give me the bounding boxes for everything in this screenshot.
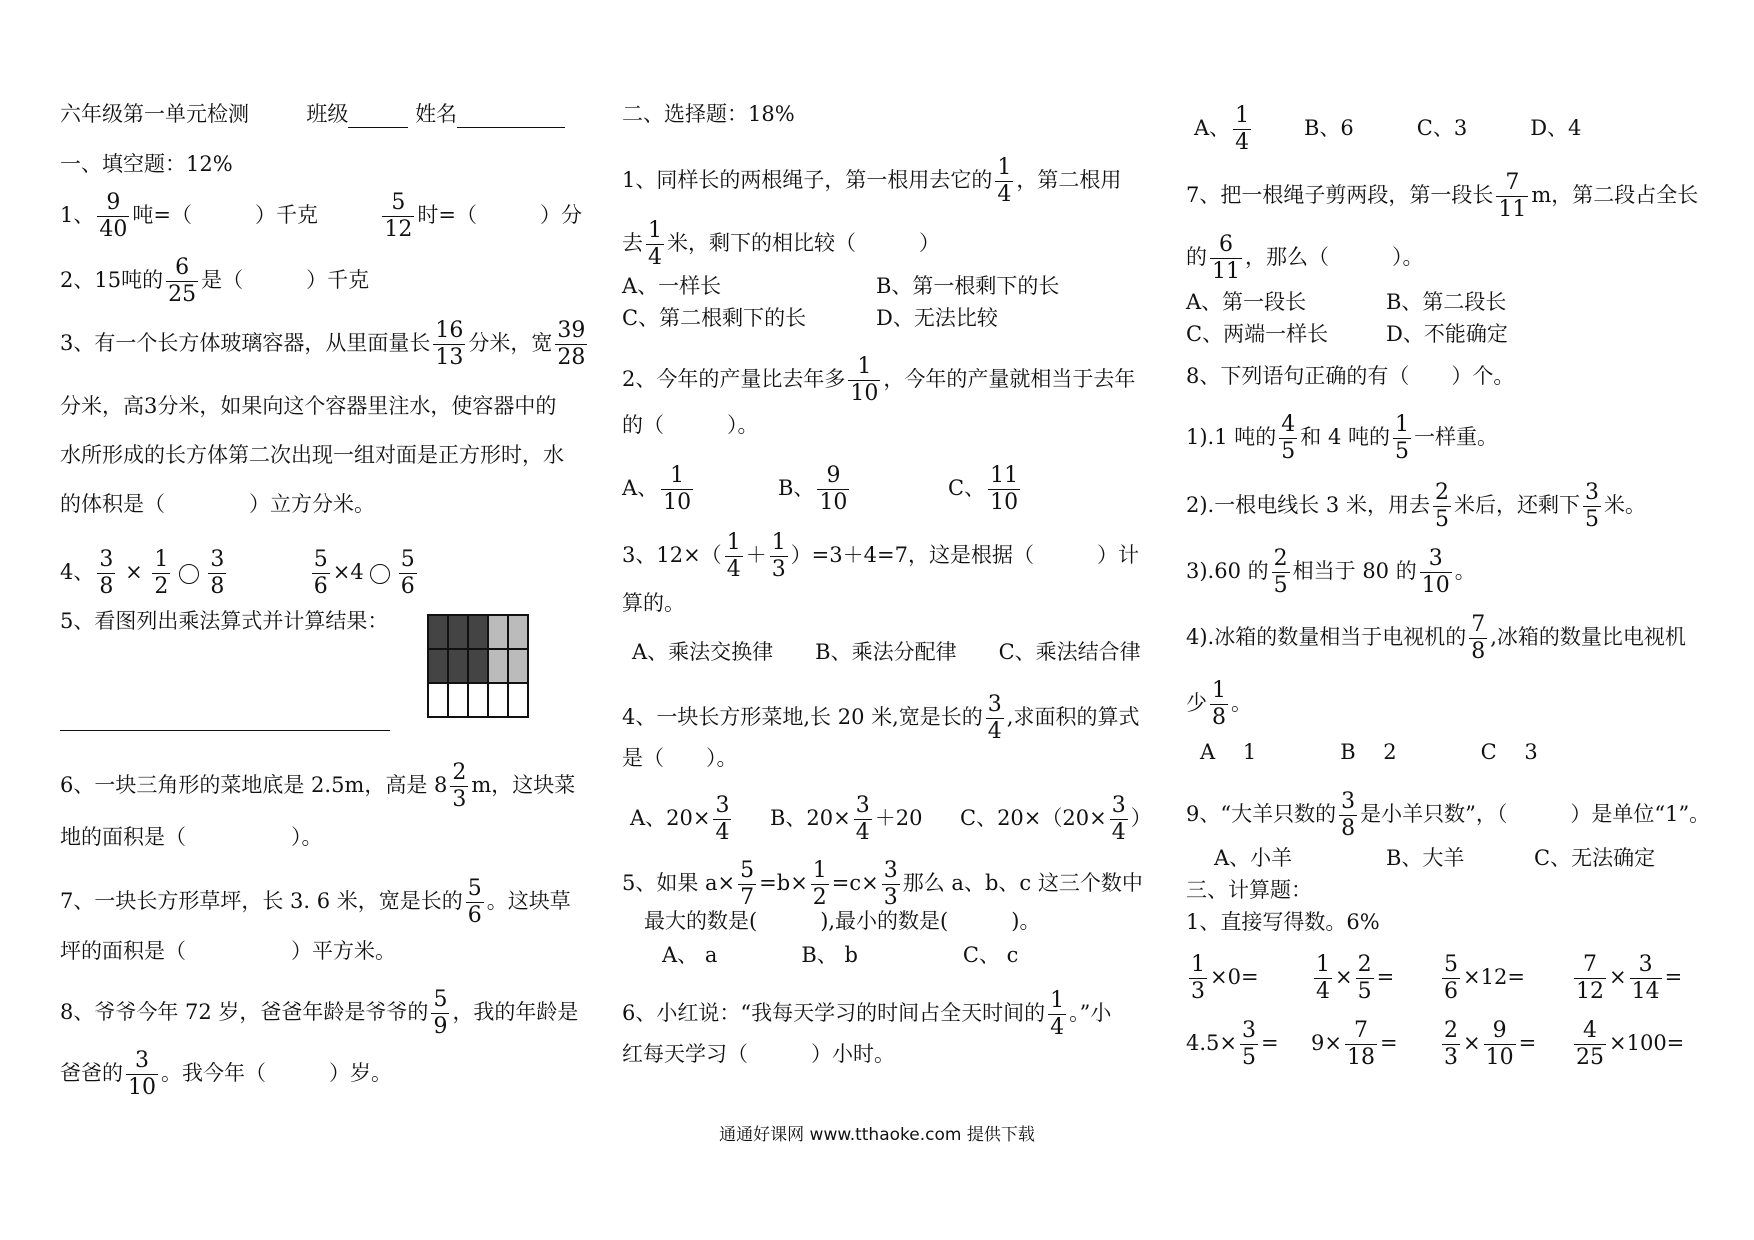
section-title-calc: 三、计算题：	[1186, 878, 1312, 902]
compare-circle[interactable]	[370, 564, 390, 584]
question-8: 8、爷爷今年 72 岁，爸爸年龄是爷爷的 $\frac{5}{9}$ ，我的年龄是	[60, 987, 579, 1039]
fraction: $\frac{7}{8}$	[1471, 612, 1486, 664]
option-a[interactable]: A、20× $\frac{3}{4}$	[630, 793, 730, 845]
choice-1-options-row-1	[622, 272, 1059, 300]
fraction-grid-figure	[427, 614, 529, 718]
option-a[interactable]: A、 $\frac{1}{10}$	[622, 463, 692, 515]
calc-instruction: 1、直接写得数。6%	[1186, 910, 1380, 934]
choice-9-options	[1214, 844, 1655, 872]
fraction: $\frac{1}{4}$	[648, 218, 662, 270]
fraction: $\frac{3}{14}$	[1631, 952, 1660, 1004]
choice-question-8: 8、下列语句正确的有（ ）个。	[1186, 364, 1515, 388]
fraction: $\frac{1}{3}$	[771, 530, 786, 582]
choice-question-7: 7、把一根绳子剪两段，第一段长 $\frac{7}{11}$ m，第二段占全长	[1186, 170, 1699, 222]
fraction: $\frac{1}{4}$	[997, 155, 1012, 207]
choice-question-4-line-2: 是（ ）。	[622, 746, 738, 770]
statement-4-line-2: 少 $\frac{1}{8}$ 。	[1186, 678, 1252, 730]
compare-circle[interactable]	[179, 564, 199, 584]
fraction: $\frac{1}{10}$	[663, 463, 692, 515]
choice-2-options	[622, 465, 1023, 514]
choice-8-options[interactable]: A 1 B 2 C 3	[1200, 740, 1538, 764]
calc-item: $\frac{1}{3}$ ×0=	[1191, 952, 1259, 1004]
section-title-choice: 二、选择题：18%	[622, 102, 795, 126]
calc-item: 9× $\frac{7}{18}$ =	[1311, 1018, 1398, 1070]
question-6-line-2: 地的面积是（ ）。	[60, 825, 323, 849]
fraction: $\frac{9}{10}$	[819, 463, 848, 515]
column-right	[1186, 0, 1726, 1240]
fraction: $\frac{3}{8}$	[99, 547, 114, 599]
option-b[interactable]: B、第二段长	[1386, 290, 1507, 314]
answer-line[interactable]	[60, 730, 390, 731]
choice-question-5: 5、如果 a× $\frac{5}{7}$ =b× $\frac{1}{2}$ =c× $\frac{3}{3}$ 那么 a、b、c 这三个数中	[622, 858, 1143, 910]
fraction: $\frac{3}{4}$	[855, 793, 870, 845]
option-a[interactable]: A、第一段长	[1186, 290, 1307, 314]
choice-5-options[interactable]: A、 a B、 b C、 c	[662, 943, 1019, 967]
fraction: $\frac{39}{28}$	[557, 318, 586, 370]
fraction: $\frac{11}{10}$	[990, 463, 1019, 515]
calc-row-1	[1186, 954, 1682, 1003]
option-b[interactable]: B、20× $\frac{3}{4}$ ＋20	[770, 793, 923, 845]
fraction: $\frac{2}{3}$	[452, 760, 467, 812]
question-3-line-2: 分米，高3分米，如果向这个容器里注水，使容器中的	[60, 394, 557, 418]
fraction: $\frac{4}{5}$	[1281, 412, 1296, 464]
calc-item: 4.5× $\frac{3}{5}$ =	[1186, 1018, 1279, 1070]
option-c[interactable]: C、第二根剩下的长	[622, 306, 807, 330]
fraction: $\frac{2}{5}$	[1273, 546, 1288, 598]
fraction: $\frac{16}{13}$	[435, 318, 464, 370]
option-b[interactable]: B、大羊	[1386, 846, 1465, 870]
fraction: $\frac{1}{4}$	[1050, 988, 1065, 1040]
calc-item: $\frac{7}{12}$ × $\frac{3}{14}$ =	[1576, 952, 1683, 1004]
option-b[interactable]: B、第一根剩下的长	[876, 274, 1060, 298]
question-6: 6、一块三角形的菜地底是 2.5m，高是 8 $\frac{2}{3}$ m，这块菜	[60, 760, 576, 812]
fraction: $\frac{3}{10}$	[1421, 546, 1450, 598]
fraction: $\frac{4}{25}$	[1576, 1018, 1604, 1070]
fraction: $\frac{9}{40}$	[99, 190, 128, 242]
calc-row-2	[1186, 1020, 1684, 1069]
fraction: $\frac{3}{4}$	[715, 793, 730, 845]
statement-4: 4).冰箱的数量相当于电视机的 $\frac{7}{8}$ ,冰箱的数量比电视机	[1186, 612, 1686, 664]
name-label: 姓名	[415, 102, 458, 126]
choice-question-9: 9、“大羊只数的 $\frac{3}{8}$ 是小羊只数”，（ ）是单位“1”。	[1186, 789, 1711, 841]
fraction: $\frac{6}{25}$	[168, 255, 197, 307]
calc-item: $\frac{1}{4}$ × $\frac{2}{5}$ =	[1316, 952, 1395, 1004]
option-a[interactable]: A、 $\frac{1}{4}$	[1194, 103, 1250, 155]
calc-item: $\frac{4}{25}$ ×100=	[1576, 1018, 1685, 1070]
statement-3: 3).60 的 $\frac{2}{5}$ 相当于 80 的 $\frac{3}{10}$ 。	[1186, 546, 1476, 598]
statement-1: 1).1 吨的 $\frac{4}{5}$ 和 4 吨的 $\frac{1}{5}$ 一样重。	[1186, 412, 1498, 464]
fraction: $\frac{1}{3}$	[1191, 952, 1205, 1004]
exam-title: 六年级第一单元检测	[60, 102, 249, 126]
fraction: $\frac{1}{5}$	[1394, 412, 1409, 464]
class-label: 班级	[306, 102, 349, 126]
choice-3-options[interactable]: A、乘法交换律 B、乘法分配律 C、乘法结合律	[632, 640, 1141, 664]
option-c[interactable]: C、20×（20× $\frac{3}{4}$ ）	[960, 793, 1152, 845]
fraction: $\frac{1}{8}$	[1212, 678, 1226, 730]
choice-question-4: 4、一块长方形菜地,长 20 米,宽是长的 $\frac{3}{4}$ ,求面积的算式	[622, 692, 1140, 744]
section-title-fill: 一、填空题：12%	[60, 152, 233, 176]
calc-item: $\frac{5}{6}$ ×12=	[1444, 952, 1525, 1004]
fraction: $\frac{1}{2}$	[154, 547, 169, 599]
option-a[interactable]: A、一样长	[622, 274, 722, 298]
fraction: $\frac{3}{5}$	[1584, 480, 1599, 532]
fraction: $\frac{7}{18}$	[1346, 1018, 1375, 1070]
choice-question-6: 6、小红说：“我每天学习的时间占全天时间的 $\frac{1}{4}$ 。”小	[622, 988, 1112, 1040]
exam-header	[60, 100, 565, 128]
fraction: $\frac{1}{4}$	[1235, 103, 1250, 155]
fraction: $\frac{1}{4}$	[1316, 952, 1330, 1004]
fraction: $\frac{5}{9}$	[433, 987, 448, 1039]
option-a[interactable]: A、小羊	[1214, 846, 1293, 870]
option-d[interactable]: D、不能确定	[1386, 322, 1508, 346]
choice-question-3: 3、12×（ $\frac{1}{4}$ ＋ $\frac{1}{3}$ ）=3＋4=7，这是根据（ ）计	[622, 530, 1139, 582]
fraction: $\frac{3}{4}$	[1111, 793, 1126, 845]
column-middle	[622, 0, 1152, 1240]
question-2: 2、15吨的 $\frac{6}{25}$ 是（ ）千克	[60, 255, 370, 307]
fraction: $\frac{2}{3}$	[1444, 1018, 1458, 1070]
fraction: $\frac{3}{5}$	[1242, 1018, 1256, 1070]
choice-1-options-row-2	[622, 304, 998, 332]
question-7: 7、一块长方形草坪，长 3. 6 米，宽是长的 $\frac{5}{6}$ 。这块草	[60, 876, 571, 928]
choice-question-3-line-2: 算的。	[622, 591, 685, 615]
fraction: $\frac{1}{2}$	[812, 858, 827, 910]
question-7-line-2: 坪的面积是（ ）平方米。	[60, 939, 396, 963]
option-c[interactable]: C、 $\frac{11}{10}$	[948, 463, 1019, 515]
question-5: 5、看图列出乘法算式并计算结果：	[60, 609, 389, 633]
option-d[interactable]: D、无法比较	[876, 306, 998, 330]
fraction: $\frac{3}{3}$	[883, 858, 898, 910]
choice-question-6-line-2: 红每天学习（ ）小时。	[622, 1042, 895, 1066]
option-b-c-d[interactable]: B、6 C、3 D、4	[1304, 116, 1582, 140]
footer-credit: 通通好课网 www.tthaoke.com 提供下载	[719, 1125, 1035, 1145]
choice-7-options-row-2	[1186, 320, 1508, 348]
question-4: 4、 $\frac{3}{8}$ × $\frac{1}{2}$ $\frac{3}{8}$ $\frac{5}{6}$ ×4 $\frac{5}{6}$	[60, 547, 415, 599]
fraction: $\frac{2}{5}$	[1357, 952, 1372, 1004]
fraction: $\frac{7}{12}$	[1576, 952, 1604, 1004]
choice-question-2: 2、今年的产量比去年多 $\frac{1}{10}$ ，今年的产量就相当于去年	[622, 354, 1136, 406]
fraction: $\frac{3}{8}$	[210, 547, 225, 599]
fraction: $\frac{1}{10}$	[850, 354, 879, 406]
fraction: $\frac{5}{6}$	[467, 876, 482, 928]
fraction: $\frac{9}{10}$	[1485, 1018, 1514, 1070]
fraction: $\frac{3}{4}$	[987, 692, 1002, 744]
question-8-line-2: 爸爸的 $\frac{3}{10}$ 。我今年（ ）岁。	[60, 1048, 392, 1100]
fraction: $\frac{5}{12}$	[384, 190, 413, 242]
question-3: 3、有一个长方体玻璃容器，从里面量长 $\frac{16}{13}$ 分米，宽 $\frac{39}{28}$	[60, 318, 586, 370]
fraction: $\frac{3}{8}$	[1341, 789, 1356, 841]
question-3-line-4: 的体积是（ ）立方分米。	[60, 492, 375, 516]
fraction: $\frac{6}{11}$	[1212, 232, 1240, 284]
statement-2: 2).一根电线长 3 米，用去 $\frac{2}{5}$ 米后，还剩下 $\frac{3}{5}$ 米。	[1186, 480, 1646, 532]
choice-question-5-line-2: 最大的数是( ),最小的数是( )。	[644, 909, 1041, 933]
choice-question-7-line-2: 的 $\frac{6}{11}$ ，那么（ ）。	[1186, 232, 1424, 284]
fraction: $\frac{5}{6}$	[400, 547, 415, 599]
fraction: $\frac{5}{6}$	[1444, 952, 1458, 1004]
question-3-line-3: 水所形成的长方体第二次出现一组对面是正方形时，水	[60, 443, 564, 467]
choice-7-options-row-1	[1186, 288, 1506, 316]
calc-item: $\frac{2}{3}$ × $\frac{9}{10}$ =	[1444, 1018, 1537, 1070]
choice-6-options	[1194, 105, 1581, 154]
fraction: $\frac{7}{11}$	[1498, 170, 1527, 222]
class-blank[interactable]	[348, 105, 408, 128]
fraction: $\frac{2}{5}$	[1434, 480, 1449, 532]
choice-question-2-line-2: 的（ ）。	[622, 413, 759, 437]
choice-4-options	[630, 795, 1152, 844]
choice-question-1: 1、同样长的两根绳子，第一根用去它的 $\frac{1}{4}$ ，第二根用	[622, 155, 1122, 207]
option-c[interactable]: C、无法确定	[1534, 846, 1656, 870]
choice-question-1-line-2: 去 $\frac{1}{4}$ 米，剩下的相比较（ ）	[622, 218, 940, 270]
option-b[interactable]: B、 $\frac{9}{10}$	[778, 463, 848, 515]
fraction: $\frac{1}{4}$	[726, 530, 741, 582]
fraction: $\frac{3}{10}$	[128, 1048, 156, 1100]
question-1: 1、 $\frac{9}{40}$ 吨=（ ）千克 $\frac{5}{12}$ 时=（ ）分	[60, 190, 582, 242]
option-c[interactable]: C、两端一样长	[1186, 322, 1329, 346]
fraction: $\frac{5}{6}$	[313, 547, 328, 599]
fraction: $\frac{5}{7}$	[740, 858, 755, 910]
name-blank[interactable]	[457, 105, 565, 128]
